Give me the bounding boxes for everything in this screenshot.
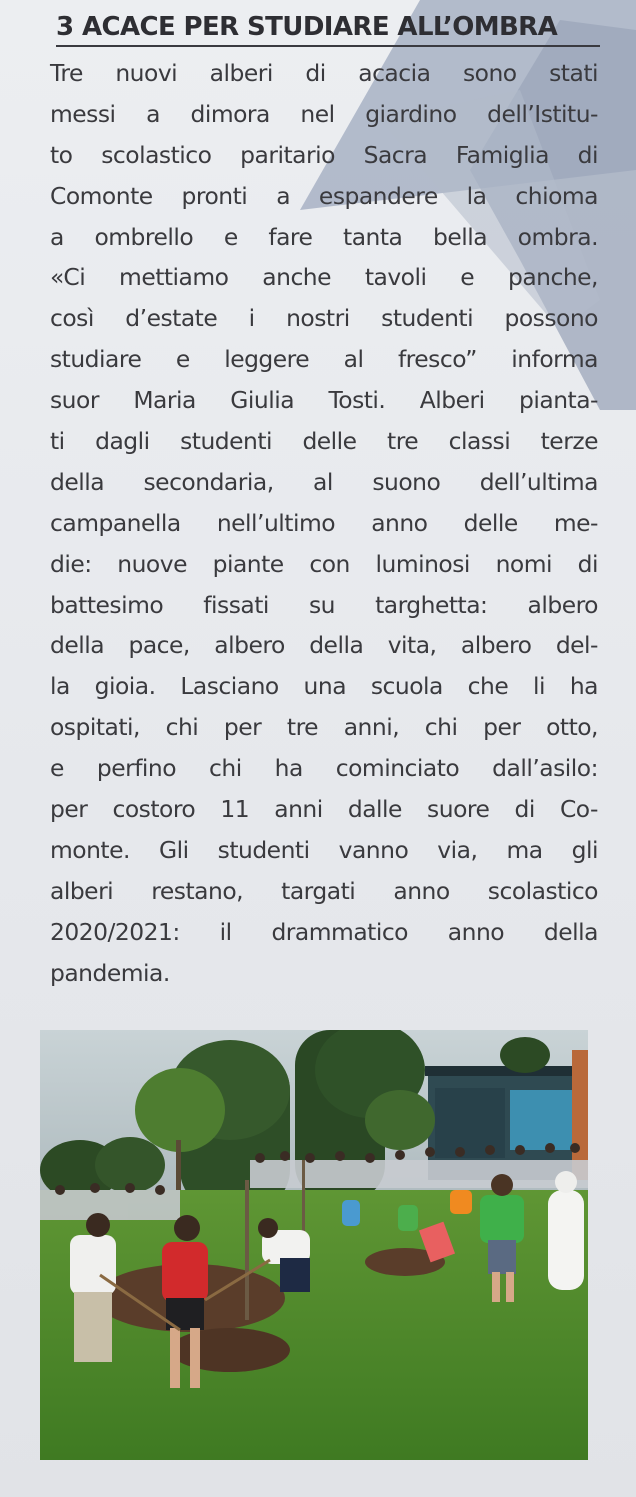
body-line: Comonte pronti a espandere la chioma <box>50 181 598 210</box>
body-line: della secondaria, al suono dell’ultima <box>50 467 598 496</box>
body-line: ospitati, chi per tre anni, chi per otto, <box>50 713 598 742</box>
body-line: monte. Gli studenti vanno via, ma gli <box>50 835 598 864</box>
body-line: ti dagli studenti delle tre classi terze <box>50 427 598 456</box>
article-body <box>50 53 598 993</box>
body-line: della pace, albero della vita, albero del- <box>50 631 598 660</box>
body-line: a ombrello e fare tanta bella ombra. <box>50 222 598 251</box>
body-line-last: pandemia. <box>50 958 170 987</box>
body-line: 2020/2021: il drammatico anno della <box>50 917 598 946</box>
body-line: la gioia. Lasciano una scuola che li ha <box>50 672 598 701</box>
body-line: studiare e leggere al fresco” informa <box>50 345 598 374</box>
article-photo <box>40 1030 588 1460</box>
body-line: «Ci mettiamo anche tavoli e panche, <box>50 263 598 292</box>
body-line: alberi restano, targati anno scolastico <box>50 876 598 905</box>
body-line: per costoro 11 anni dalle suore di Co- <box>50 795 598 824</box>
body-line: to scolastico paritario Sacra Famiglia di <box>50 140 598 169</box>
body-line: battesimo fissati su targhetta: albero <box>50 590 598 619</box>
article-headline: 3 ACACE PER STUDIARE ALL’OMBRA <box>56 10 600 47</box>
body-line: e perfino chi ha cominciato dall’asilo: <box>50 754 598 783</box>
body-line: messi a dimora nel giardino dell’Istitu- <box>50 99 598 128</box>
body-line: die: nuove piante con luminosi nomi di <box>50 549 598 578</box>
photo-illustration <box>40 1030 588 1460</box>
body-line: campanella nell’ultimo anno delle me- <box>50 508 598 537</box>
body-line: Tre nuovi alberi di acacia sono stati <box>50 59 598 87</box>
body-line: così d’estate i nostri studenti possono <box>50 304 598 333</box>
body-line: suor Maria Giulia Tosti. Alberi pianta- <box>50 386 598 415</box>
